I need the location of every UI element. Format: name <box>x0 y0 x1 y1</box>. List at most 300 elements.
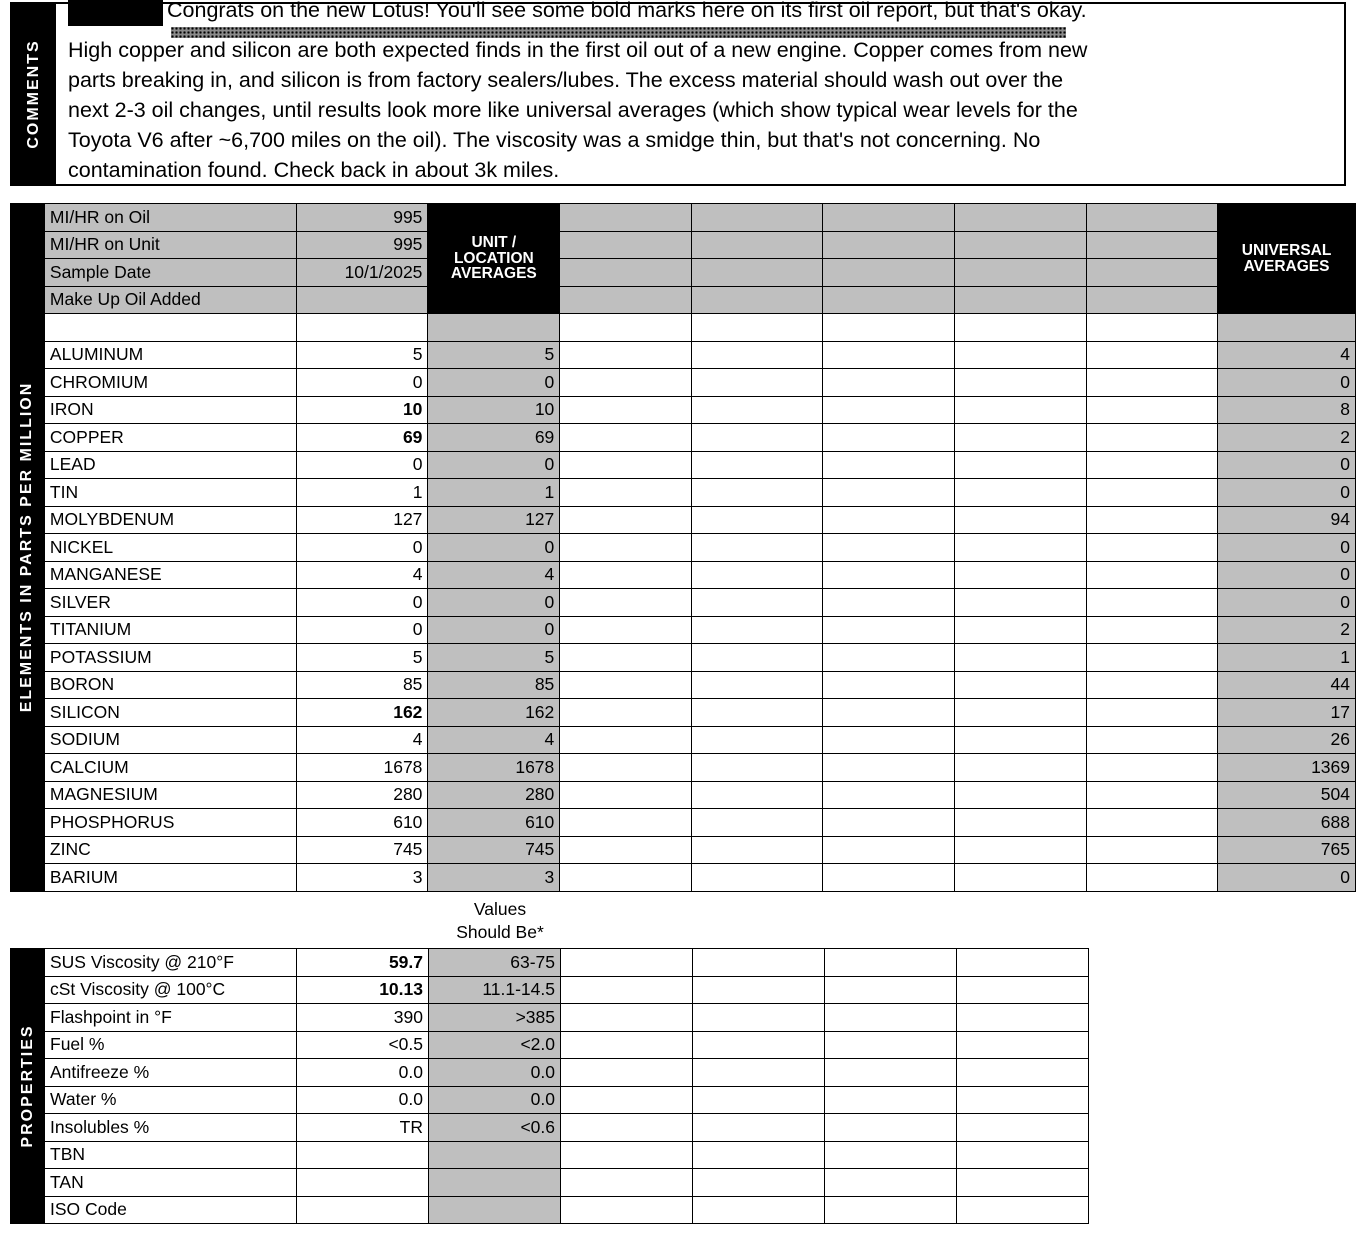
empty-sample-cell <box>560 561 692 589</box>
element-average-value: 69 <box>428 424 560 452</box>
element-universal-value: 94 <box>1218 506 1356 534</box>
property-sample-value <box>297 1169 429 1197</box>
empty-sample-cell <box>1086 341 1218 369</box>
empty-sample-header-cell <box>691 286 823 314</box>
element-label: MOLYBDENUM <box>44 506 296 534</box>
table-row <box>11 424 1356 452</box>
element-average-value: 745 <box>428 836 560 864</box>
element-universal-value: 765 <box>1218 836 1356 864</box>
table-row <box>11 976 1089 1004</box>
element-sample-value: 0 <box>296 534 428 562</box>
empty-sample-cell <box>561 976 693 1004</box>
empty-sample-cell <box>561 949 693 977</box>
properties-section-tab <box>11 949 45 1224</box>
element-average-value: 0 <box>428 616 560 644</box>
empty-sample-cell <box>957 1114 1089 1142</box>
empty-sample-header-cell <box>560 286 692 314</box>
element-average-value: 1 <box>428 479 560 507</box>
element-label: ZINC <box>44 836 296 864</box>
empty-sample-cell <box>691 589 823 617</box>
table-row <box>11 1004 1089 1032</box>
element-universal-value: 8 <box>1218 396 1356 424</box>
element-label: POTASSIUM <box>44 644 296 672</box>
empty-sample-cell <box>560 616 692 644</box>
spacer-cell <box>560 314 692 342</box>
element-average-value: 162 <box>428 699 560 727</box>
element-label: TITANIUM <box>44 616 296 644</box>
empty-sample-cell <box>954 589 1086 617</box>
element-label: CALCIUM <box>44 754 296 782</box>
empty-sample-cell <box>1086 864 1218 892</box>
property-should-be-value: 63-75 <box>429 949 561 977</box>
empty-sample-cell <box>957 1086 1089 1114</box>
empty-sample-cell <box>954 369 1086 397</box>
element-average-value: 5 <box>428 341 560 369</box>
element-label: SODIUM <box>44 726 296 754</box>
element-universal-value: 688 <box>1218 809 1356 837</box>
table-row <box>11 589 1356 617</box>
empty-sample-cell <box>825 1169 957 1197</box>
comments-section-tab <box>12 4 56 184</box>
element-universal-value: 0 <box>1218 561 1356 589</box>
property-label: cSt Viscosity @ 100°C <box>45 976 297 1004</box>
meta-row-label: Make Up Oil Added <box>44 286 296 314</box>
property-label: Antifreeze % <box>45 1059 297 1087</box>
property-should-be-value <box>429 1169 561 1197</box>
empty-sample-header-cell <box>1086 231 1218 259</box>
empty-sample-cell <box>957 949 1089 977</box>
property-should-be-value: <0.6 <box>429 1114 561 1142</box>
element-universal-value: 44 <box>1218 671 1356 699</box>
empty-sample-cell <box>560 451 692 479</box>
empty-sample-cell <box>560 396 692 424</box>
empty-sample-cell <box>954 534 1086 562</box>
empty-sample-cell <box>825 1114 957 1142</box>
element-universal-value: 0 <box>1218 479 1356 507</box>
property-label: Insolubles % <box>45 1114 297 1142</box>
empty-sample-cell <box>823 534 955 562</box>
empty-sample-cell <box>1086 396 1218 424</box>
unit-location-averages-header-line: AVERAGES <box>450 265 537 283</box>
element-label: PHOSPHORUS <box>44 809 296 837</box>
empty-sample-cell <box>957 1059 1089 1087</box>
element-average-value: 10 <box>428 396 560 424</box>
empty-sample-cell <box>691 781 823 809</box>
property-sample-value: 59.7 <box>297 949 429 977</box>
property-should-be-value <box>429 1196 561 1224</box>
table-row <box>11 809 1356 837</box>
empty-sample-cell <box>560 671 692 699</box>
empty-sample-cell <box>823 644 955 672</box>
empty-sample-cell <box>825 1004 957 1032</box>
spacer-cell <box>954 314 1086 342</box>
element-universal-value: 0 <box>1218 864 1356 892</box>
property-sample-value: 0.0 <box>297 1086 429 1114</box>
table-row <box>11 949 1089 977</box>
empty-sample-cell <box>691 726 823 754</box>
element-average-value: 127 <box>428 506 560 534</box>
empty-sample-cell <box>693 1169 825 1197</box>
empty-sample-cell <box>693 976 825 1004</box>
property-sample-value: <0.5 <box>297 1031 429 1059</box>
element-sample-value: 85 <box>296 671 428 699</box>
values-should-be-caption-line: Should Be* <box>456 922 544 942</box>
spacer-cell <box>823 314 955 342</box>
table-row <box>11 1169 1089 1197</box>
table-row <box>11 671 1356 699</box>
element-sample-value: 0 <box>296 451 428 479</box>
empty-sample-cell <box>1086 671 1218 699</box>
properties-section-label: PROPERTIES <box>18 1024 36 1148</box>
empty-sample-cell <box>823 424 955 452</box>
table-row <box>11 1196 1089 1224</box>
empty-sample-cell <box>560 836 692 864</box>
spacer-cell <box>1086 314 1218 342</box>
comments-section <box>10 2 1346 186</box>
empty-sample-cell <box>823 809 955 837</box>
empty-sample-cell <box>954 451 1086 479</box>
property-sample-value: 0.0 <box>297 1059 429 1087</box>
empty-sample-cell <box>1086 726 1218 754</box>
empty-sample-cell <box>693 1086 825 1114</box>
property-should-be-value <box>429 1141 561 1169</box>
empty-sample-header-cell <box>1086 204 1218 232</box>
property-sample-value: TR <box>297 1114 429 1142</box>
empty-sample-cell <box>560 424 692 452</box>
empty-sample-cell <box>691 424 823 452</box>
table-row <box>11 286 1356 314</box>
empty-sample-cell <box>823 341 955 369</box>
unit-location-averages-header-line: UNIT / <box>471 234 517 252</box>
table-row <box>11 699 1356 727</box>
empty-sample-cell <box>1086 754 1218 782</box>
element-label: SILVER <box>44 589 296 617</box>
empty-sample-cell <box>560 864 692 892</box>
element-universal-value: 0 <box>1218 534 1356 562</box>
empty-sample-cell <box>823 864 955 892</box>
empty-sample-cell <box>823 396 955 424</box>
empty-sample-cell <box>823 781 955 809</box>
empty-sample-cell <box>691 699 823 727</box>
empty-sample-cell <box>560 699 692 727</box>
empty-sample-cell <box>1086 479 1218 507</box>
property-label: Flashpoint in °F <box>45 1004 297 1032</box>
empty-sample-cell <box>1086 451 1218 479</box>
table-row <box>11 479 1356 507</box>
spacer-cell <box>691 314 823 342</box>
element-universal-value: 0 <box>1218 451 1356 479</box>
empty-sample-header-cell <box>823 231 955 259</box>
empty-sample-cell <box>561 1086 693 1114</box>
element-average-value: 0 <box>428 589 560 617</box>
empty-sample-cell <box>691 754 823 782</box>
empty-sample-cell <box>561 1196 693 1224</box>
property-label: TAN <box>45 1169 297 1197</box>
property-label: SUS Viscosity @ 210°F <box>45 949 297 977</box>
empty-sample-cell <box>560 589 692 617</box>
element-average-value: 280 <box>428 781 560 809</box>
empty-sample-cell <box>691 836 823 864</box>
element-sample-value: 0 <box>296 369 428 397</box>
table-row <box>11 1141 1089 1169</box>
element-label: COPPER <box>44 424 296 452</box>
empty-sample-cell <box>560 781 692 809</box>
table-row <box>11 341 1356 369</box>
values-should-be-caption <box>434 898 566 944</box>
empty-sample-cell <box>691 506 823 534</box>
elements-section-label: ELEMENTS IN PARTS PER MILLION <box>18 381 36 713</box>
element-sample-value: 4 <box>296 561 428 589</box>
element-universal-value: 2 <box>1218 616 1356 644</box>
element-sample-value: 0 <box>296 589 428 617</box>
element-average-value: 0 <box>428 451 560 479</box>
element-average-value: 1678 <box>428 754 560 782</box>
empty-sample-cell <box>691 616 823 644</box>
element-label: LEAD <box>44 451 296 479</box>
empty-sample-cell <box>1086 699 1218 727</box>
empty-sample-cell <box>560 341 692 369</box>
empty-sample-cell <box>957 1169 1089 1197</box>
element-label: CHROMIUM <box>44 369 296 397</box>
empty-sample-cell <box>954 561 1086 589</box>
empty-sample-header-cell <box>823 259 955 287</box>
table-row <box>11 369 1356 397</box>
elements-section-tab <box>11 204 45 892</box>
empty-sample-cell <box>957 1031 1089 1059</box>
element-label: NICKEL <box>44 534 296 562</box>
empty-sample-cell <box>957 1196 1089 1224</box>
empty-sample-header-cell <box>560 231 692 259</box>
empty-sample-cell <box>957 1004 1089 1032</box>
element-universal-value: 1369 <box>1218 754 1356 782</box>
table-row <box>11 204 1356 232</box>
table-row <box>11 259 1356 287</box>
values-should-be-caption-line: Values <box>473 899 527 919</box>
element-universal-value: 504 <box>1218 781 1356 809</box>
element-universal-value: 0 <box>1218 369 1356 397</box>
table-row <box>11 644 1356 672</box>
empty-sample-cell <box>691 396 823 424</box>
empty-sample-header-cell <box>560 259 692 287</box>
empty-sample-cell <box>954 809 1086 837</box>
empty-sample-header-cell <box>691 259 823 287</box>
property-should-be-value: 0.0 <box>429 1059 561 1087</box>
element-sample-value: 3 <box>296 864 428 892</box>
element-average-value: 4 <box>428 726 560 754</box>
element-label: IRON <box>44 396 296 424</box>
empty-sample-cell <box>954 864 1086 892</box>
empty-sample-cell <box>825 976 957 1004</box>
element-universal-value: 2 <box>1218 424 1356 452</box>
element-sample-value: 1 <box>296 479 428 507</box>
empty-sample-cell <box>823 671 955 699</box>
empty-sample-cell <box>825 1031 957 1059</box>
table-row <box>11 836 1356 864</box>
unit-location-averages-header <box>428 204 560 314</box>
table-row <box>11 1059 1089 1087</box>
empty-sample-cell <box>691 809 823 837</box>
spacer-cell <box>44 314 296 342</box>
empty-sample-cell <box>825 1059 957 1087</box>
comments-line: next 2-3 oil changes, until results look more like universal averages (which show typical wear levels for the <box>68 98 1078 122</box>
table-row <box>11 1031 1089 1059</box>
empty-sample-cell <box>825 1141 957 1169</box>
empty-sample-cell <box>954 616 1086 644</box>
empty-sample-cell <box>957 976 1089 1004</box>
empty-sample-cell <box>1086 809 1218 837</box>
element-label: SILICON <box>44 699 296 727</box>
spacer-cell <box>296 314 428 342</box>
universal-averages-header-line: UNIVERSAL <box>1241 242 1332 259</box>
table-row <box>11 726 1356 754</box>
table-row <box>11 616 1356 644</box>
empty-sample-header-cell <box>691 204 823 232</box>
property-label: ISO Code <box>45 1196 297 1224</box>
comments-first-line <box>68 0 1338 26</box>
empty-sample-cell <box>1086 616 1218 644</box>
empty-sample-cell <box>823 561 955 589</box>
empty-sample-cell <box>693 1141 825 1169</box>
empty-sample-cell <box>954 396 1086 424</box>
properties-table <box>10 948 1089 1224</box>
empty-sample-header-cell <box>823 286 955 314</box>
element-average-value: 4 <box>428 561 560 589</box>
empty-sample-cell <box>1086 534 1218 562</box>
property-sample-value: 10.13 <box>297 976 429 1004</box>
meta-row-label: MI/HR on Unit <box>44 231 296 259</box>
empty-sample-cell <box>560 506 692 534</box>
empty-sample-cell <box>1086 506 1218 534</box>
table-row <box>11 561 1356 589</box>
empty-sample-cell <box>691 561 823 589</box>
table-row <box>11 451 1356 479</box>
empty-sample-cell <box>561 1141 693 1169</box>
empty-sample-cell <box>1086 561 1218 589</box>
comments-paragraph <box>68 35 1328 185</box>
element-universal-value: 26 <box>1218 726 1356 754</box>
empty-sample-cell <box>954 781 1086 809</box>
empty-sample-header-cell <box>954 204 1086 232</box>
element-label: BORON <box>44 671 296 699</box>
property-should-be-value: <2.0 <box>429 1031 561 1059</box>
comments-first-line-text: Congrats on the new Lotus! You'll see some bold marks here on its first oil report, but that's okay. <box>167 0 1087 22</box>
empty-sample-cell <box>560 479 692 507</box>
element-sample-value: 5 <box>296 644 428 672</box>
element-universal-value: 0 <box>1218 589 1356 617</box>
comments-line: contamination found. Check back in about 3k miles. <box>68 158 560 182</box>
empty-sample-cell <box>693 1004 825 1032</box>
empty-sample-cell <box>823 699 955 727</box>
element-sample-value: 0 <box>296 616 428 644</box>
comments-line: parts breaking in, and silicon is from factory sealers/lubes. The excess material should wash out over the <box>68 68 1064 92</box>
empty-sample-header-cell <box>560 204 692 232</box>
empty-sample-cell <box>560 809 692 837</box>
empty-sample-cell <box>825 1086 957 1114</box>
universal-averages-header <box>1218 204 1356 314</box>
empty-sample-cell <box>693 949 825 977</box>
property-should-be-value: 11.1-14.5 <box>429 976 561 1004</box>
element-average-value: 610 <box>428 809 560 837</box>
empty-sample-cell <box>561 1059 693 1087</box>
table-row <box>11 781 1356 809</box>
empty-sample-cell <box>691 479 823 507</box>
empty-sample-cell <box>957 1141 1089 1169</box>
element-average-value: 0 <box>428 369 560 397</box>
empty-sample-cell <box>823 836 955 864</box>
empty-sample-cell <box>691 644 823 672</box>
table-row <box>11 1114 1089 1142</box>
empty-sample-cell <box>823 479 955 507</box>
element-average-value: 85 <box>428 671 560 699</box>
empty-sample-cell <box>693 1114 825 1142</box>
empty-sample-cell <box>1086 644 1218 672</box>
empty-sample-cell <box>823 754 955 782</box>
empty-sample-cell <box>954 506 1086 534</box>
empty-sample-header-cell <box>1086 286 1218 314</box>
empty-sample-header-cell <box>691 231 823 259</box>
empty-sample-cell <box>1086 424 1218 452</box>
property-should-be-value: 0.0 <box>429 1086 561 1114</box>
empty-sample-cell <box>954 754 1086 782</box>
empty-sample-cell <box>560 726 692 754</box>
empty-sample-cell <box>560 534 692 562</box>
table-row <box>11 864 1356 892</box>
empty-sample-header-cell <box>954 231 1086 259</box>
empty-sample-cell <box>561 1114 693 1142</box>
empty-sample-cell <box>825 1196 957 1224</box>
table-row <box>11 506 1356 534</box>
empty-sample-cell <box>560 754 692 782</box>
empty-sample-cell <box>691 671 823 699</box>
empty-sample-cell <box>691 864 823 892</box>
table-row <box>11 534 1356 562</box>
property-label: Fuel % <box>45 1031 297 1059</box>
empty-sample-cell <box>691 369 823 397</box>
meta-row-value <box>296 286 428 314</box>
comments-section-label: COMMENTS <box>25 39 42 149</box>
element-sample-value: 69 <box>296 424 428 452</box>
comments-line: High copper and silicon are both expected finds in the first oil out of a new engine. Copper comes from new <box>68 38 1088 62</box>
element-average-value: 5 <box>428 644 560 672</box>
table-row <box>11 231 1356 259</box>
element-sample-value: 745 <box>296 836 428 864</box>
meta-row-value: 10/1/2025 <box>296 259 428 287</box>
element-label: TIN <box>44 479 296 507</box>
empty-sample-header-cell <box>1086 259 1218 287</box>
empty-sample-cell <box>691 534 823 562</box>
empty-sample-cell <box>693 1059 825 1087</box>
element-sample-value: 5 <box>296 341 428 369</box>
elements-table <box>10 203 1356 892</box>
property-should-be-value: >385 <box>429 1004 561 1032</box>
spacer-cell <box>1218 314 1356 342</box>
element-label: BARIUM <box>44 864 296 892</box>
empty-sample-cell <box>954 671 1086 699</box>
element-universal-value: 4 <box>1218 341 1356 369</box>
empty-sample-cell <box>954 726 1086 754</box>
table-spacer-row <box>11 314 1356 342</box>
element-sample-value: 610 <box>296 809 428 837</box>
property-label: TBN <box>45 1141 297 1169</box>
meta-row-value: 995 <box>296 204 428 232</box>
empty-sample-cell <box>954 644 1086 672</box>
empty-sample-cell <box>1086 589 1218 617</box>
empty-sample-cell <box>954 836 1086 864</box>
empty-sample-cell <box>954 424 1086 452</box>
empty-sample-cell <box>561 1031 693 1059</box>
element-sample-value: 162 <box>296 699 428 727</box>
empty-sample-cell <box>693 1031 825 1059</box>
